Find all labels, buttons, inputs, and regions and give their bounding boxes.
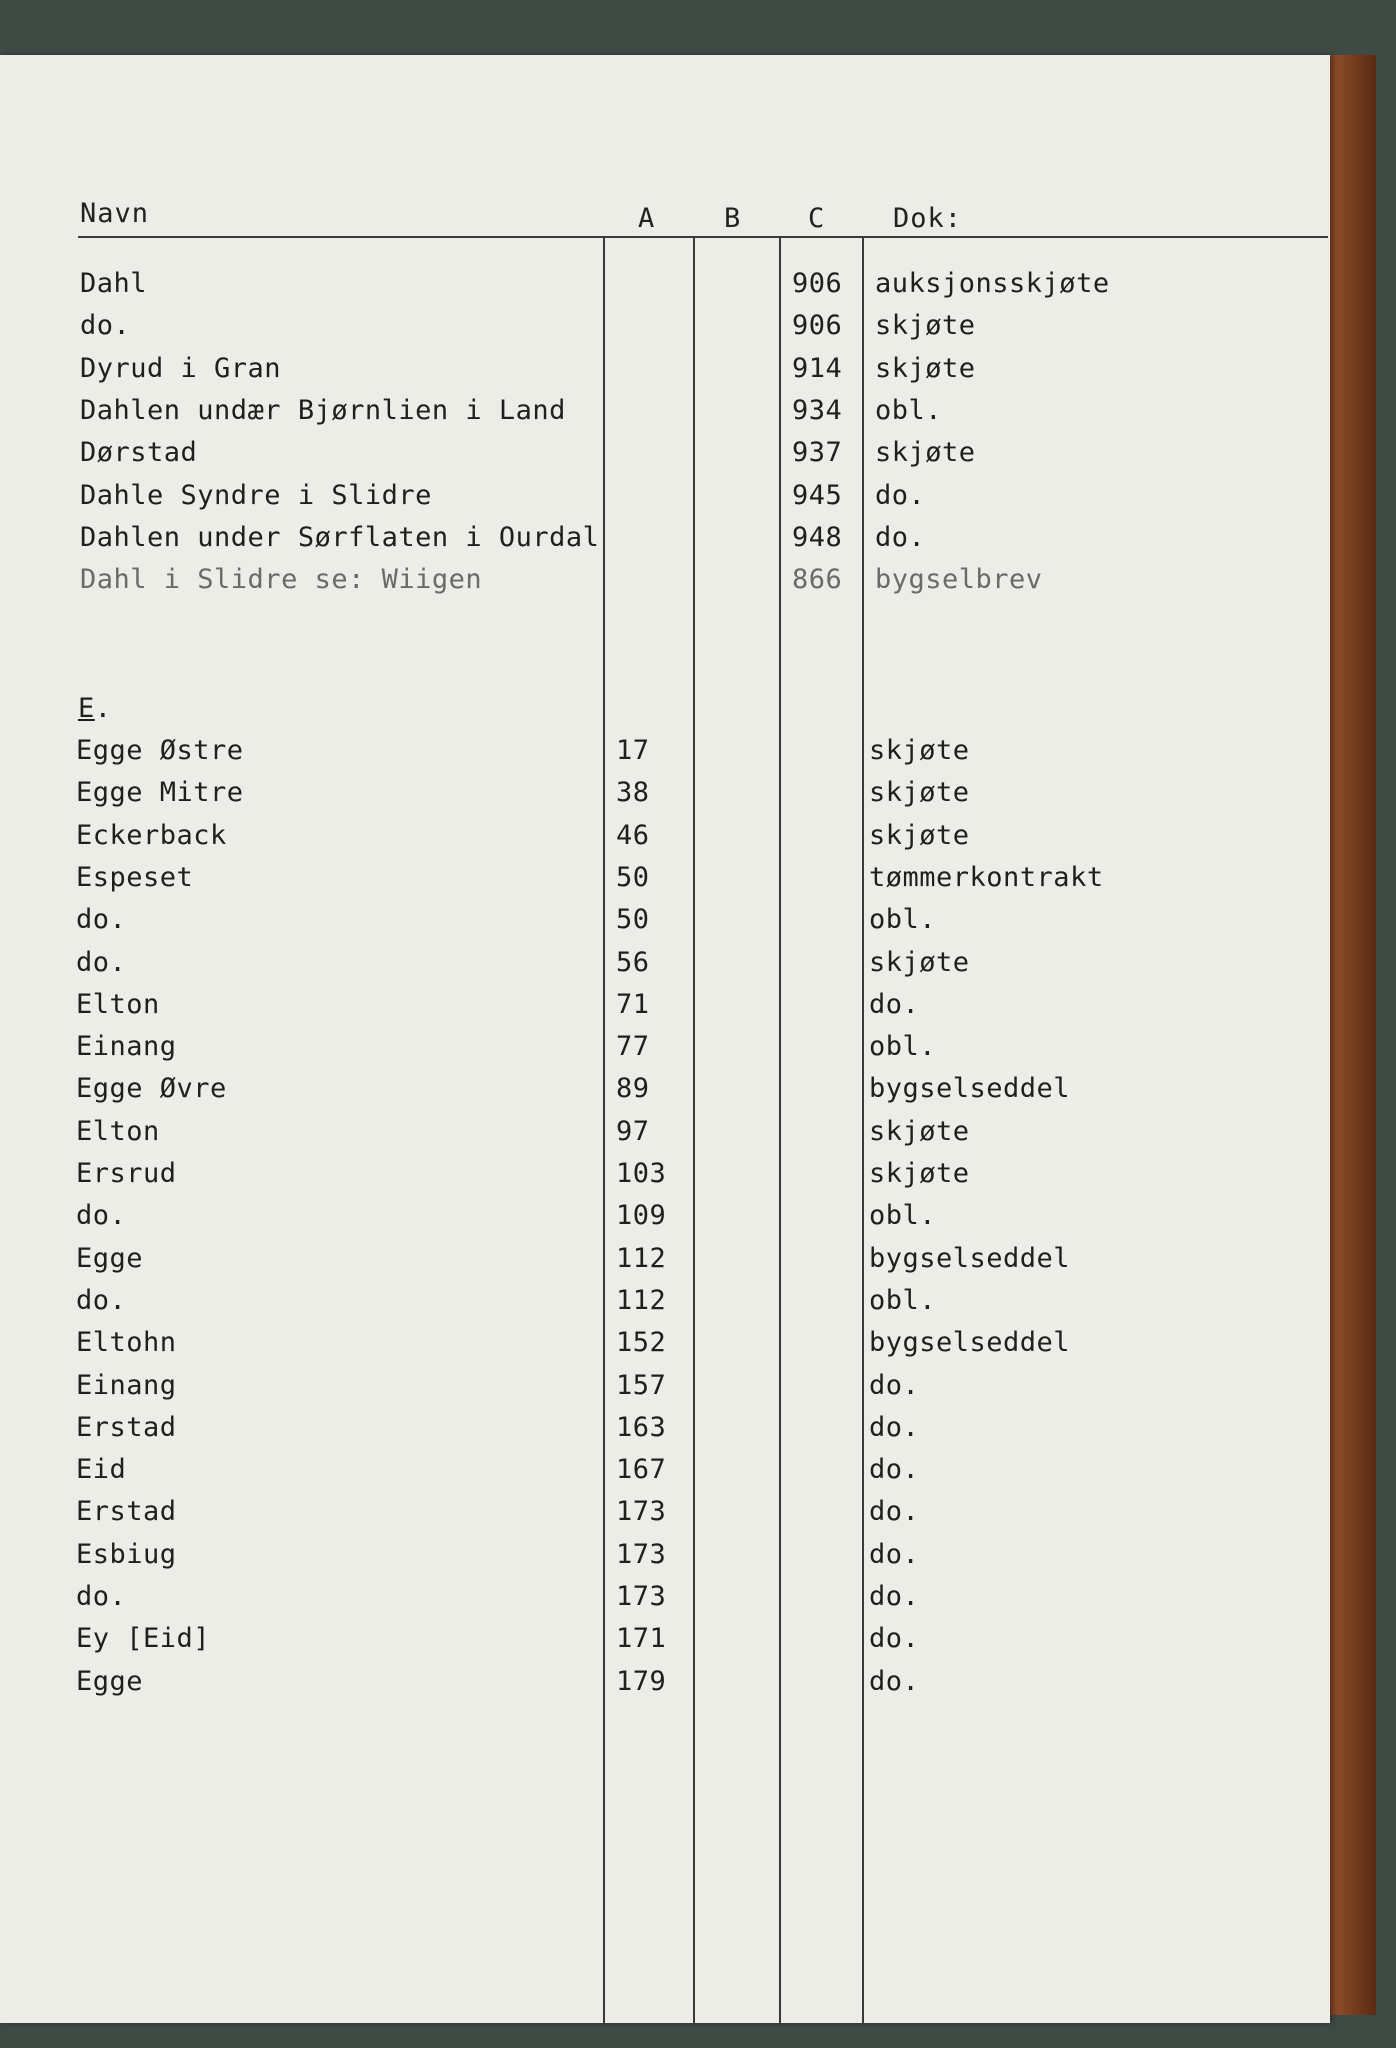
- row-name: do.: [76, 1200, 127, 1232]
- header-a: A: [638, 203, 656, 234]
- row-a-value: 56: [616, 946, 650, 978]
- row-a-value: 109: [616, 1200, 667, 1232]
- row-name: do.: [76, 904, 127, 936]
- row-c-value: 945: [792, 479, 843, 511]
- row-dok: do.: [869, 988, 920, 1020]
- row-dok: obl.: [869, 1200, 937, 1232]
- row-dok: skjøte: [875, 310, 976, 342]
- row-a-value: 71: [616, 988, 650, 1020]
- row-dok: skjøte: [869, 735, 970, 766]
- row-a-value: 171: [616, 1623, 667, 1655]
- row-c-value: 934: [792, 394, 843, 426]
- row-name: Egge Østre: [76, 735, 244, 766]
- row-c-value: 906: [792, 268, 843, 299]
- row-a-value: 157: [616, 1369, 667, 1401]
- column-rule-dok-left: [862, 238, 864, 2023]
- row-dok: tømmerkontrakt: [869, 861, 1104, 893]
- row-a-value: 152: [616, 1327, 667, 1359]
- section-e-letter: E: [78, 693, 95, 724]
- row-dok: obl.: [869, 904, 937, 936]
- row-dok: skjøte: [875, 437, 976, 469]
- row-a-value: 179: [616, 1665, 667, 1697]
- row-dok: do.: [869, 1496, 920, 1528]
- row-name: do.: [80, 310, 131, 342]
- row-name: do.: [76, 1581, 127, 1612]
- row-dok: do.: [869, 1581, 920, 1612]
- row-dok: bygselseddel: [869, 1073, 1071, 1105]
- row-a-value: 89: [616, 1073, 650, 1105]
- row-dok: auksjonsskjøte: [875, 268, 1110, 299]
- row-c-value: 937: [792, 437, 843, 469]
- row-c-value: 906: [792, 310, 843, 342]
- row-dok: bygselseddel: [869, 1327, 1071, 1359]
- row-name: Dahlen under Sørflaten i Ourdal: [80, 521, 600, 553]
- row-name: Dahl: [80, 268, 148, 299]
- row-name: Erstad: [76, 1496, 177, 1528]
- row-name: Einang: [76, 1369, 177, 1401]
- row-dok: skjøte: [875, 352, 976, 384]
- row-name: Erstad: [76, 1411, 177, 1443]
- section-e-heading: [78, 693, 112, 733]
- row-dok: skjøte: [869, 1158, 970, 1189]
- row-name: do.: [76, 1284, 127, 1316]
- header-dok: Dok:: [893, 203, 963, 234]
- column-rule-c-left: [779, 238, 781, 2023]
- row-a-value: 17: [616, 735, 650, 766]
- row-a-value: 112: [616, 1242, 667, 1274]
- row-name: Egge: [76, 1665, 144, 1697]
- header-navn: Navn: [80, 198, 150, 229]
- row-dok: skjøte: [869, 819, 970, 851]
- header-c: C: [808, 203, 826, 234]
- row-c-value: 914: [792, 352, 843, 384]
- row-a-value: 77: [616, 1031, 650, 1063]
- row-a-value: 38: [616, 777, 650, 809]
- row-c-value: 948: [792, 521, 843, 553]
- header-rule: [78, 236, 1328, 238]
- row-dok: do.: [869, 1665, 920, 1697]
- row-name: Dahlen undær Bjørnlien i Land: [80, 394, 566, 426]
- row-name: Einang: [76, 1031, 177, 1063]
- row-dok: skjøte: [869, 946, 970, 978]
- row-name: Esbiug: [76, 1538, 177, 1570]
- row-a-value: 97: [616, 1115, 650, 1147]
- row-a-value: 46: [616, 819, 650, 851]
- row-name: Egge Mitre: [76, 777, 244, 809]
- row-name: Egge Øvre: [76, 1073, 227, 1105]
- column-rule-b-left: [693, 238, 695, 2023]
- row-name: Dahl i Slidre se: Wiigen: [80, 564, 483, 596]
- row-name: Eltohn: [76, 1327, 177, 1359]
- row-name: Espeset: [76, 861, 194, 893]
- row-dok: skjøte: [869, 777, 970, 809]
- row-dok: obl.: [875, 394, 943, 426]
- row-dok: do.: [869, 1411, 920, 1443]
- row-a-value: 50: [616, 904, 650, 936]
- row-a-value: 173: [616, 1581, 667, 1612]
- column-rule-a-left: [603, 238, 605, 2023]
- row-dok: do.: [869, 1454, 920, 1486]
- row-name: Ey [Eid]: [76, 1623, 211, 1655]
- row-a-value: 167: [616, 1454, 667, 1486]
- row-a-value: 173: [616, 1496, 667, 1528]
- row-c-value: 866: [792, 564, 843, 596]
- row-name: Dørstad: [80, 437, 198, 469]
- row-dok: bygselbrev: [875, 564, 1043, 596]
- row-dok: do.: [875, 521, 926, 553]
- row-name: Elton: [76, 988, 160, 1020]
- row-a-value: 103: [616, 1158, 667, 1189]
- row-dok: do.: [869, 1538, 920, 1570]
- row-a-value: 163: [616, 1411, 667, 1443]
- row-a-value: 112: [616, 1284, 667, 1316]
- row-dok: skjøte: [869, 1115, 970, 1147]
- row-name: do.: [76, 946, 127, 978]
- index-page: [0, 55, 1330, 2023]
- section-e-punct: .: [94, 693, 112, 724]
- row-a-value: 50: [616, 861, 650, 893]
- header-b: B: [724, 203, 742, 234]
- row-dok: do.: [869, 1623, 920, 1655]
- row-name: Elton: [76, 1115, 160, 1147]
- row-a-value: 173: [616, 1538, 667, 1570]
- row-name: Dahle Syndre i Slidre: [80, 479, 432, 511]
- row-name: Eckerback: [76, 819, 227, 851]
- row-name: Eid: [76, 1454, 127, 1486]
- row-dok: bygselseddel: [869, 1242, 1071, 1274]
- row-name: Egge: [76, 1242, 144, 1274]
- row-dok: obl.: [869, 1031, 937, 1063]
- row-dok: obl.: [869, 1284, 937, 1316]
- row-name: Dyrud i Gran: [80, 352, 282, 384]
- row-name: Ersrud: [76, 1158, 177, 1189]
- row-dok: do.: [875, 479, 926, 511]
- row-dok: do.: [869, 1369, 920, 1401]
